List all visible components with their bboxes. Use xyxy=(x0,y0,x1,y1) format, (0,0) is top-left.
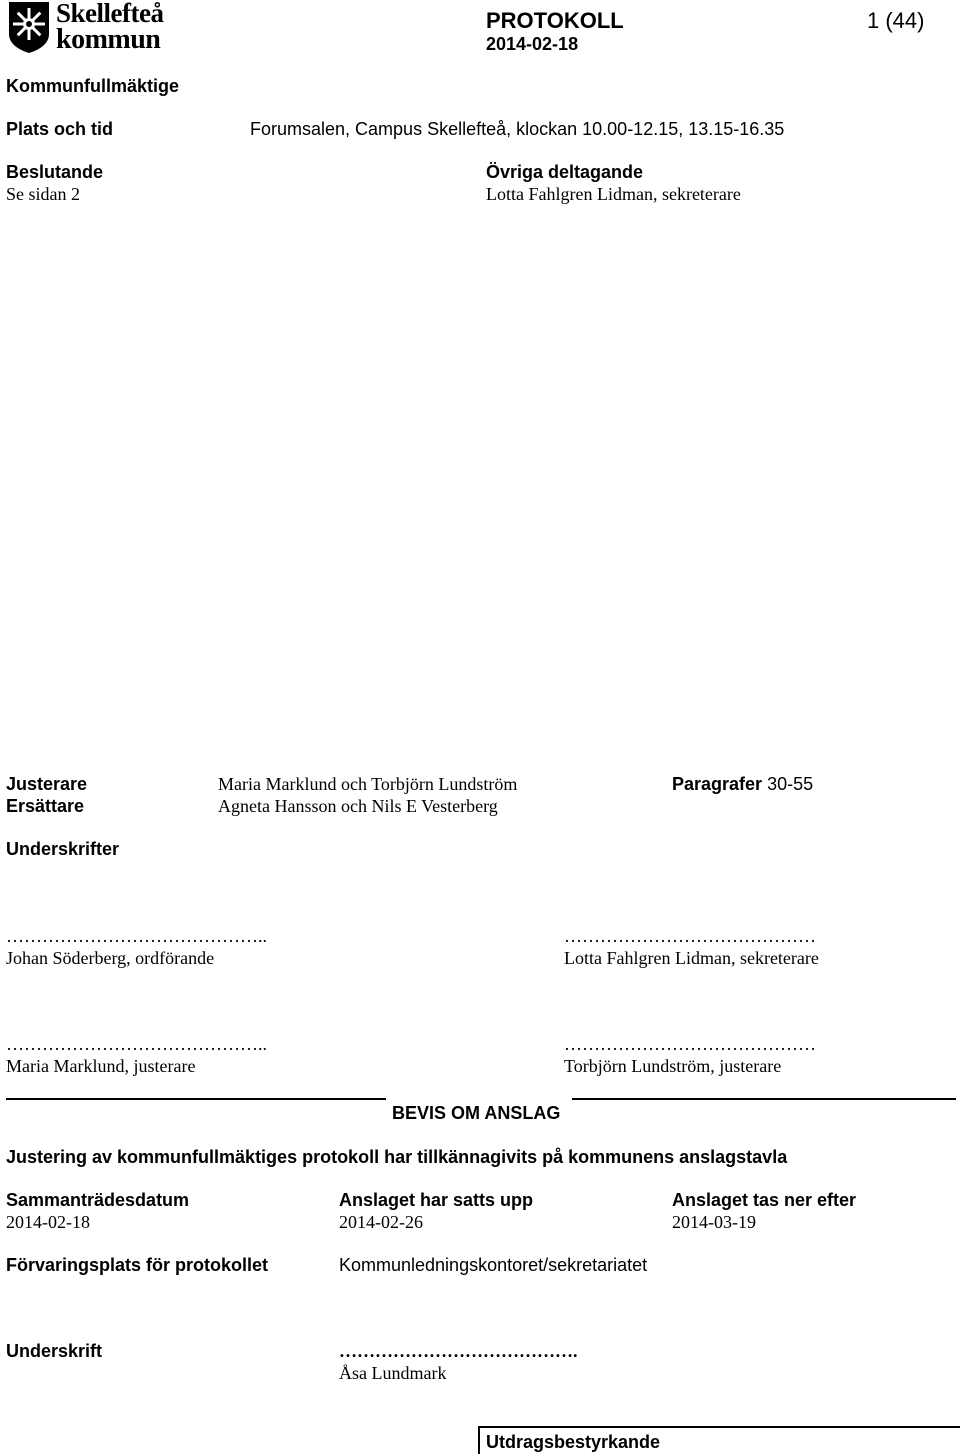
removed-date-value: 2014-03-19 xyxy=(672,1212,756,1232)
posted-date-value: 2014-02-26 xyxy=(339,1212,423,1232)
paragrafer xyxy=(672,774,813,795)
logo-line1: Skellefteå xyxy=(56,0,164,28)
star-seal-icon xyxy=(6,0,52,54)
logo-line2: kommun xyxy=(56,24,161,55)
signature-label: Underskrift xyxy=(6,1341,103,1361)
removed-date-label: Anslaget tas ner efter xyxy=(672,1190,857,1210)
justerare-label: Justerare xyxy=(6,774,88,794)
doc-date: 2014-02-18 xyxy=(486,34,579,54)
ersattare-label: Ersättare xyxy=(6,796,85,816)
signature-line-secretary: …………………………………… xyxy=(564,926,816,946)
footer-box-top xyxy=(478,1426,960,1428)
signature-line: …………………………………. xyxy=(339,1341,578,1361)
logo xyxy=(6,0,196,56)
place-time-label: Plats och tid xyxy=(6,119,114,139)
meeting-date-value: 2014-02-18 xyxy=(6,1212,90,1232)
paragrafer-label: Paragrafer xyxy=(672,774,763,794)
signature-name-secretary: Lotta Fahlgren Lidman, sekreterare xyxy=(564,948,819,968)
justerare-value: Maria Marklund och Torbjörn Lundström xyxy=(218,774,518,794)
body-name: Kommunfullmäktige xyxy=(6,76,180,96)
signature-line-adjuster-2: …………………………………… xyxy=(564,1034,816,1054)
signatures-label: Underskrifter xyxy=(6,839,120,859)
place-time-value: Forumsalen, Campus Skellefteå, klockan 10.00-12.15, 13.15-16.35 xyxy=(250,119,785,139)
bevis-statement: Justering av kommunfullmäktiges protokoll har tillkännagivits på kommunens anslagstavla xyxy=(6,1147,788,1167)
signature-name-chair: Johan Söderberg, ordförande xyxy=(6,948,215,968)
deciding-value: Se sidan 2 xyxy=(6,184,80,204)
others-value: Lotta Fahlgren Lidman, sekreterare xyxy=(486,184,741,204)
signature-name: Åsa Lundmark xyxy=(339,1363,447,1383)
signature-name-adjuster-1: Maria Marklund, justerare xyxy=(6,1056,196,1076)
divider-left xyxy=(6,1098,386,1100)
signature-line-chair: …………………………………….. xyxy=(6,926,267,946)
ersattare-value: Agneta Hansson och Nils E Vesterberg xyxy=(218,796,498,816)
storage-label: Förvaringsplats för protokollet xyxy=(6,1255,269,1275)
bevis-title: BEVIS OM ANSLAG xyxy=(392,1103,561,1123)
paragrafer-value: 30-55 xyxy=(767,774,814,794)
doc-type: PROTOKOLL xyxy=(486,8,624,33)
footer-label: Utdragsbestyrkande xyxy=(486,1432,661,1452)
signature-line-adjuster-1: …………………………………….. xyxy=(6,1034,267,1054)
page-number: 1 (44) xyxy=(867,8,925,33)
others-label: Övriga deltagande xyxy=(486,162,644,182)
signature-name-adjuster-2: Torbjörn Lundström, justerare xyxy=(564,1056,782,1076)
meeting-date-label: Sammanträdesdatum xyxy=(6,1190,190,1210)
deciding-label: Beslutande xyxy=(6,162,104,182)
posted-date-label: Anslaget har satts upp xyxy=(339,1190,534,1210)
footer-box-left xyxy=(478,1426,480,1454)
storage-value: Kommunledningskontoret/sekretariatet xyxy=(339,1255,648,1275)
divider-right xyxy=(572,1098,956,1100)
